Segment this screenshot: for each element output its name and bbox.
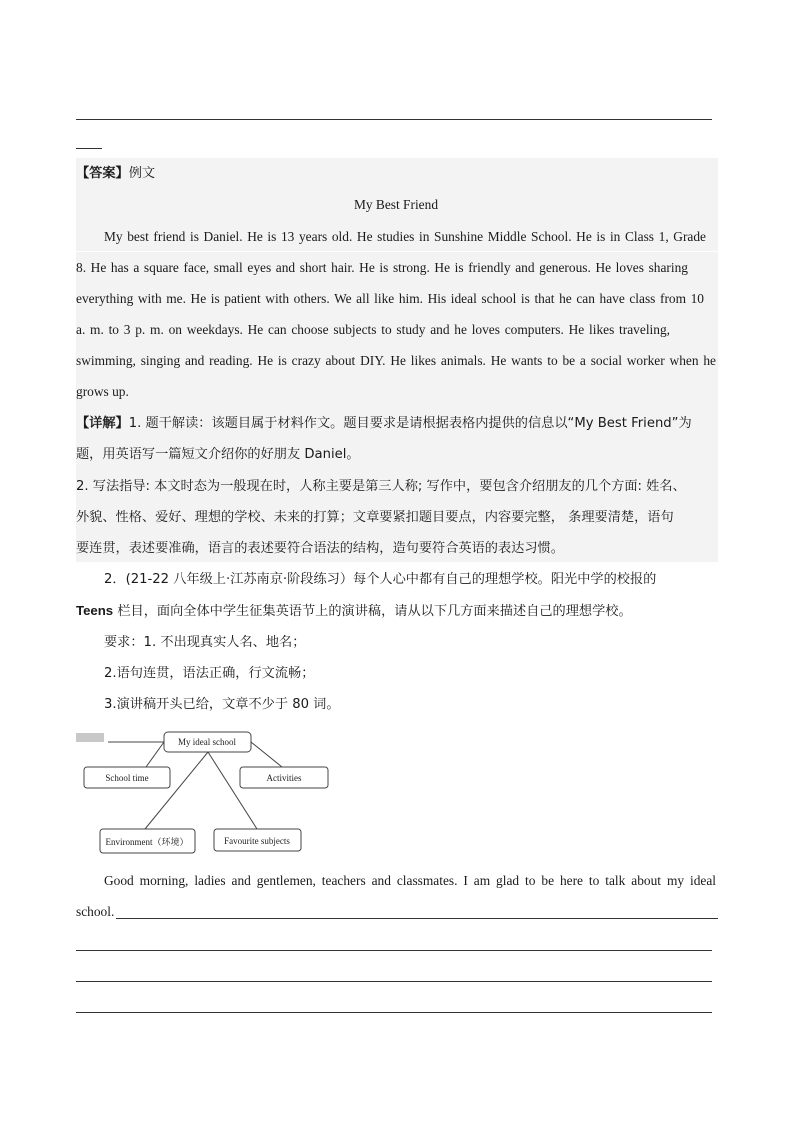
answer-label: 【答案】: [76, 166, 129, 181]
answer-writing-line[interactable]: [76, 981, 712, 982]
detail-line-4: 外貌、性格、爱好、理想的学校、未来的打算；文章要紧扣题目要点，内容要完整， 条理要清楚，语句: [76, 510, 674, 525]
requirement-3: 3.演讲稿开头已给，文章不少于 80 词。: [104, 697, 340, 712]
speech-line-1: Good morning, ladies and gentlemen, teachers and classmates. I am glad to be here to talk about my ideal: [104, 873, 716, 888]
diagram-node-label: Environment（环境）: [105, 837, 189, 847]
detail-line-2: 题，用英语写一篇短文介绍你的好朋友 Daniel。: [76, 447, 360, 462]
answer-writing-line[interactable]: [116, 918, 718, 919]
diagram-connector: [251, 742, 282, 767]
essay-line: swimming, singing and reading. He is crazy about DIY. He likes animals. He wants to be a social worker when he: [76, 353, 716, 368]
requirement-2: 2.语句连贯，语法正确，行文流畅；: [104, 666, 315, 681]
answer-label-suffix: 例文: [128, 166, 156, 181]
essay-line: 8. He has a square face, small eyes and short hair. He is strong. He is friendly and generous. He loves sharing: [76, 260, 688, 275]
diagram-connector: [146, 742, 164, 767]
diagram-node-label: Favourite subjects: [224, 836, 290, 846]
diagram-connector: [208, 752, 257, 829]
essay-title: My Best Friend: [353, 197, 439, 212]
question-2-text: 栏目，面向全体中学生征集英语节上的演讲稿，请从以下几方面来描述自己的理想学校。: [113, 604, 632, 619]
diagram-center-label: My ideal school: [178, 737, 236, 747]
requirement-1: 要求：1. 不出现真实人名、地名；: [104, 635, 306, 650]
essay-line: everything with me. He is patient with others. We all like him. His ideal school is that he can have class from 10: [76, 291, 704, 306]
essay-line: My best friend is Daniel. He is 13 years old. He studies in Sunshine Middle School. He is in Class 1, Grade: [104, 229, 706, 244]
detail-line-5: 要连贯，表述要准确，语言的表述要符合语法的结构，造句要符合英语的表达习惯。: [76, 541, 564, 556]
diagram-node-label: Activities: [266, 773, 302, 783]
essay-line: grows up.: [76, 384, 129, 399]
speech-line-2: school.: [76, 904, 115, 919]
detail-label: 【详解】: [76, 416, 129, 431]
diagram-corner-mark: [76, 733, 104, 742]
diagram-connector: [145, 752, 208, 829]
detail-text: 1. 题干解读：该题目属于材料作文。题目要求是请根据表格内提供的信息以“My Best Friend”为: [128, 416, 692, 431]
question-2-line-1: 2．(21-22 八年级上·江苏南京·阶段练习）每个人心中都有自己的理想学校。阳光中学的校报的: [104, 572, 657, 587]
essay-line: a. m. to 3 p. m. on weekdays. He can choose subjects to study and he loves computers. He likes traveling,: [76, 322, 670, 337]
diagram-node-label: School time: [105, 773, 149, 783]
answer-writing-line[interactable]: [76, 1012, 712, 1013]
teens-column-name: Teens: [76, 603, 114, 618]
detail-line-3: 2. 写法指导: 本文时态为一般现在时，人称主要是第三人称; 写作中，要包含介绍朋友的几个方面: 姓名、: [76, 479, 686, 494]
answer-writing-line[interactable]: [76, 950, 712, 951]
